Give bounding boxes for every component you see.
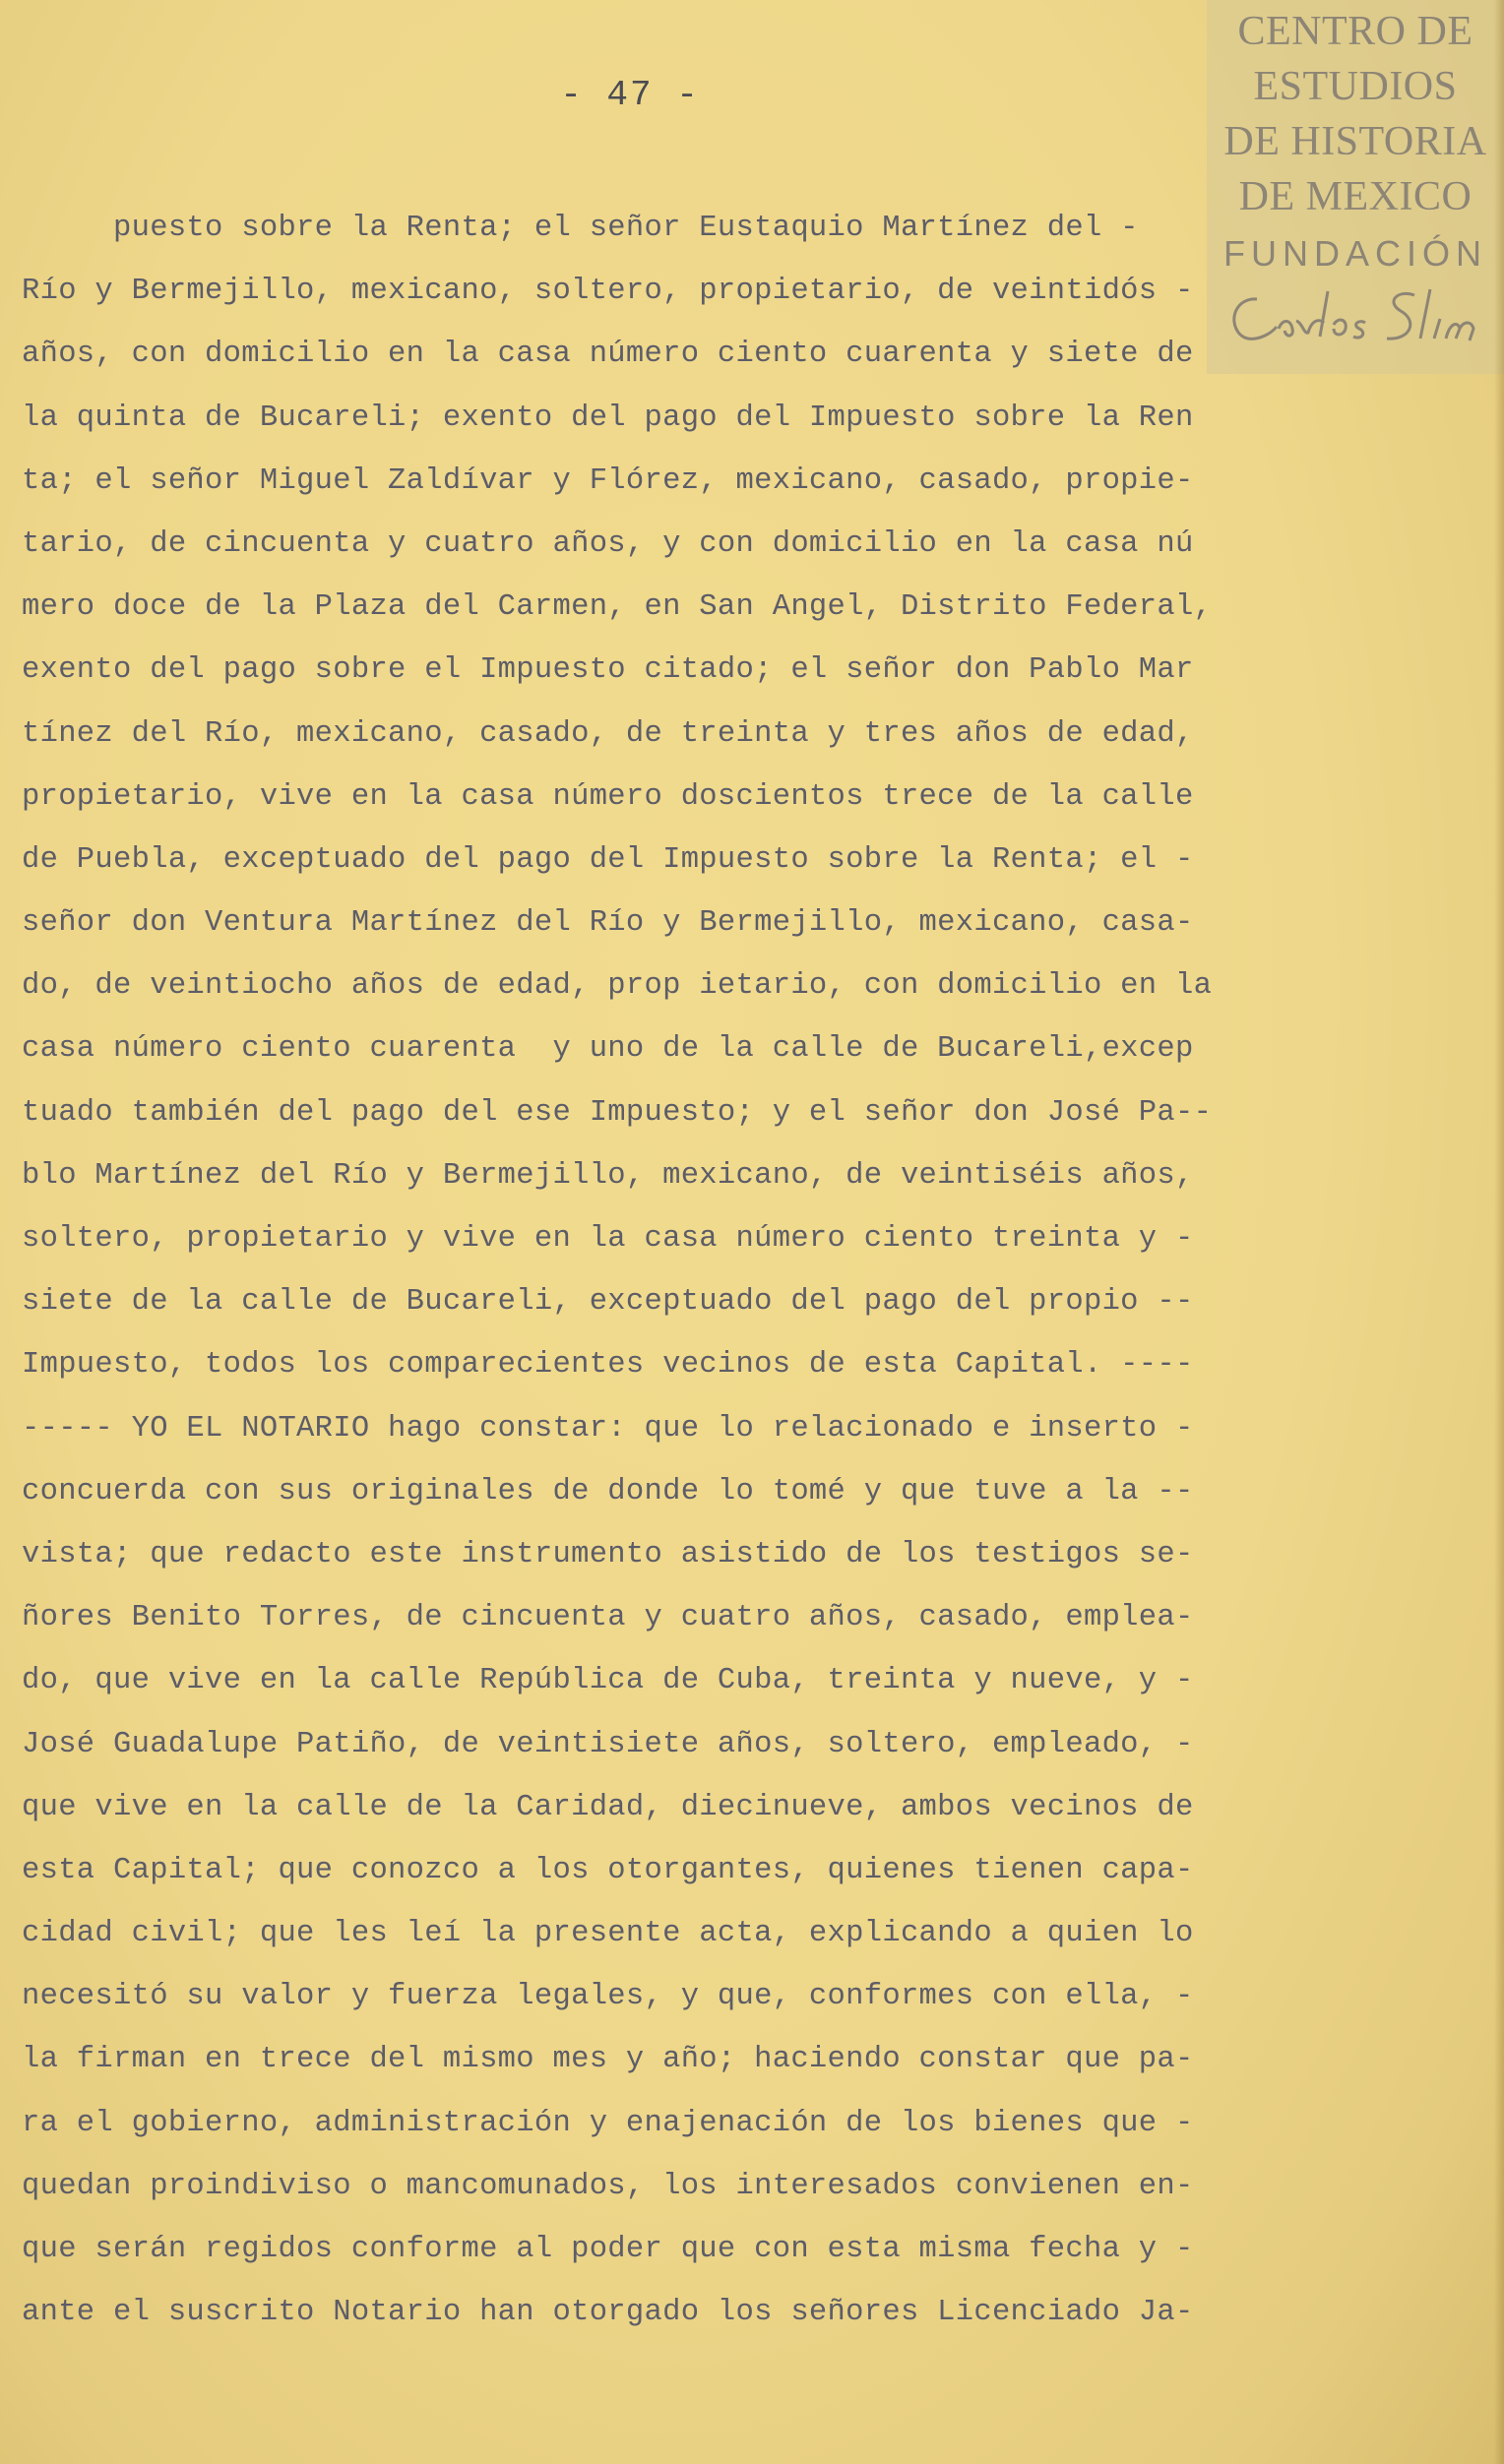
page-number: - 47 - bbox=[560, 75, 700, 115]
watermark-line: DE MEXICO bbox=[1238, 174, 1473, 219]
text-line: mero doce de la Plaza del Carmen, en San Angel, Distrito Federal, bbox=[22, 590, 1213, 625]
text-line: do, de veintiocho años de edad, prop ietario, con domicilio en la bbox=[22, 969, 1213, 1004]
text-line: tario, de cincuenta y cuatro años, y con domicilio en la casa nú bbox=[22, 526, 1194, 561]
text-line: quedan proindiviso o mancomunados, los interesados convienen en- bbox=[22, 2169, 1194, 2203]
watermark-line: DE HISTORIA bbox=[1223, 119, 1487, 164]
text-line: señor don Ventura Martínez del Río y Bermejillo, mexicano, casa- bbox=[22, 906, 1194, 941]
text-line: puesto sobre la Renta; el señor Eustaquio Martínez del - bbox=[22, 212, 1139, 245]
text-line: la quinta de Bucareli; exento del pago del Impuesto sobre la Ren bbox=[22, 400, 1194, 435]
text-line: años, con domicilio en la casa número ciento cuarenta y siete de bbox=[22, 338, 1194, 372]
signature-logo-icon bbox=[1218, 279, 1493, 358]
document-body bbox=[22, 197, 1291, 2344]
text-line: esta Capital; que conozco a los otorgantes, quienes tienen capa- bbox=[22, 1853, 1194, 1887]
text-line: cidad civil; que les leí la presente acta, explicando a quien lo bbox=[22, 1917, 1194, 1951]
text-line: que serán regidos conforme al poder que con esta misma fecha y - bbox=[22, 2233, 1194, 2266]
text-line: la firman en trece del mismo mes y año; haciendo constar que pa- bbox=[22, 2043, 1194, 2077]
text-line: necesitó su valor y fuerza legales, y que, conformes con ella, - bbox=[22, 1980, 1194, 2014]
text-line: tínez del Río, mexicano, casado, de treinta y tres años de edad, bbox=[22, 716, 1194, 751]
text-line: ante el suscrito Notario han otorgado los señores Licenciado Ja- bbox=[22, 2296, 1194, 2330]
text-line: Impuesto, todos los comparecientes vecinos de esta Capital. ---- bbox=[22, 1348, 1194, 1383]
text-line: concuerda con sus originales de donde lo tomé y que tuve a la -- bbox=[22, 1474, 1194, 1509]
text-line: soltero, propietario y vive en la casa número ciento treinta y - bbox=[22, 1222, 1194, 1256]
text-line: do, que vive en la calle República de Cuba, treinta y nueve, y - bbox=[22, 1664, 1194, 1698]
watermark-line: ESTUDIOS bbox=[1253, 64, 1458, 109]
text-line: blo Martínez del Río y Bermejillo, mexicano, de veintiséis años, bbox=[22, 1158, 1194, 1193]
text-line: ----- YO EL NOTARIO hago constar: que lo relacionado e inserto - bbox=[22, 1411, 1194, 1446]
text-line: vista; que redacto este instrumento asistido de los testigos se- bbox=[22, 1537, 1194, 1571]
text-line: ta; el señor Miguel Zaldívar y Flórez, mexicano, casado, propie- bbox=[22, 463, 1194, 498]
text-line: ñores Benito Torres, de cincuenta y cuatro años, casado, emplea- bbox=[22, 1601, 1194, 1635]
text-line: de Puebla, exceptuado del pago del Impuesto sobre la Renta; el - bbox=[22, 842, 1194, 877]
watermark-line: CENTRO DE bbox=[1237, 9, 1473, 54]
text-line: exento del pago sobre el Impuesto citado; el señor don Pablo Mar bbox=[22, 653, 1194, 688]
text-line: propietario, vive en la casa número doscientos trece de la calle bbox=[22, 779, 1194, 814]
text-line: Río y Bermejillo, mexicano, soltero, propietario, de veintidós - bbox=[22, 275, 1194, 309]
text-line: casa número ciento cuarenta y uno de la calle de Bucareli,excep bbox=[22, 1032, 1194, 1067]
text-line: José Guadalupe Patiño, de veintisiete años, soltero, empleado, - bbox=[22, 1727, 1194, 1761]
page-edge-shadow bbox=[1494, 0, 1504, 2464]
text-line: ra el gobierno, administración y enajenación de los bienes que - bbox=[22, 2106, 1194, 2140]
archive-watermark bbox=[1207, 0, 1504, 374]
text-line: siete de la calle de Bucareli, exceptuado del pago del propio -- bbox=[22, 1285, 1194, 1320]
text-line: tuado también del pago del ese Impuesto; y el señor don José Pa-- bbox=[22, 1095, 1213, 1130]
watermark-foundation: FUNDACIÓN bbox=[1223, 233, 1487, 274]
text-line: que vive en la calle de la Caridad, diecinueve, ambos vecinos de bbox=[22, 1790, 1194, 1824]
